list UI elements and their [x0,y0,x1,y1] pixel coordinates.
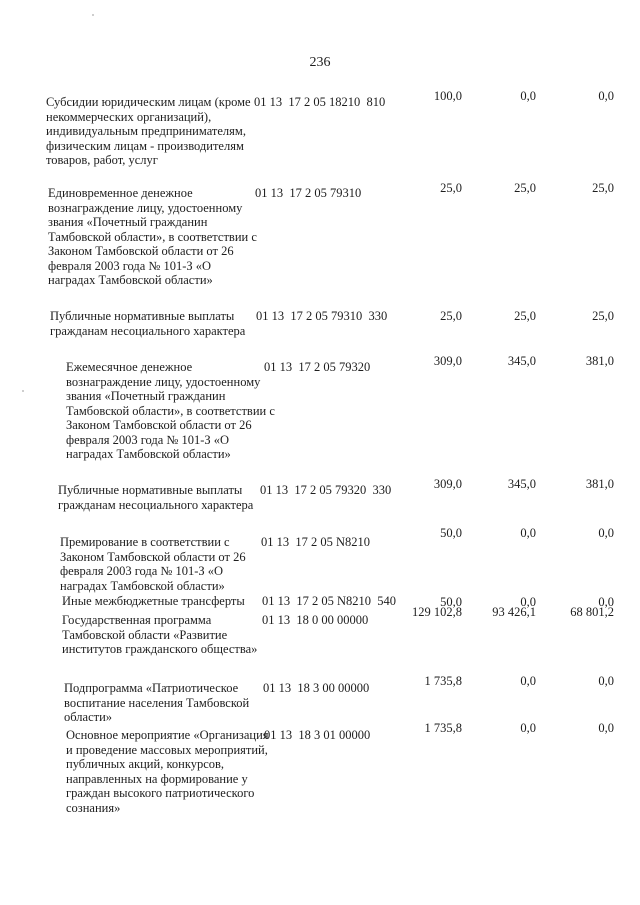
row-code: 01 13 17 2 05 79320 330 [260,483,392,497]
row-value-3: 0,0 [598,674,614,688]
row-code: 01 13 17 2 05 N8210 [261,535,371,549]
row-value-3: 25,0 [592,181,614,195]
row-value-1: 100,0 [433,89,462,103]
row-value-3: 0,0 [598,595,614,609]
row-value-3: 25,0 [592,309,614,323]
scan-mark [92,14,94,16]
row-value-1: 1 735,8 [424,721,462,735]
row-code: 01 13 17 2 05 18210 810 [254,95,386,109]
scan-mark [22,390,24,392]
row-description: Государственная программа Тамбовской области «Развитие институтов гражданского общества» [62,613,258,656]
row-description: Ежемесячное денежное вознаграждение лицу, удостоенному звания «Почетный гражданин Тамбовской области», в соответствии с Законом Тамбовской области от 26 февраля 2003 года № 101-З «О наградах Тамбовской области» [66,360,275,461]
row-description: Основное мероприятие «Организация и проведение массовых мероприятий, публичных акций, конкурсов, направленных на формирование у граждан высокого патриотического сознания» [66,728,269,815]
row-code: 01 13 17 2 05 79310 330 [256,309,388,323]
row-code: 01 13 17 2 05 79320 [264,360,371,374]
row-value-2: 25,0 [514,309,536,323]
row-value-1: 1 735,8 [424,674,462,688]
row-description: Иные межбюджетные трансферты [62,594,245,608]
row-value-3: 68 801,2 [570,605,614,619]
row-description: Премирование в соответствии с Законом Тамбовской области от 26 февраля 2003 года № 101-З «О наградах Тамбовской области» [60,535,246,593]
page-number: 236 [309,55,331,70]
row-description: Подпрограмма «Патриотическое воспитание населения Тамбовской области» [64,681,250,724]
row-code: 01 13 17 2 05 79310 [255,186,362,200]
row-value-1: 50,0 [440,526,462,540]
row-value-3: 0,0 [598,526,614,540]
row-value-2: 25,0 [514,181,536,195]
row-value-1: 50,0 [440,595,462,609]
row-value-2: 345,0 [507,354,536,368]
row-value-2: 0,0 [520,89,536,103]
row-value-3: 381,0 [585,477,614,491]
row-value-1: 309,0 [433,477,462,491]
row-value-2: 345,0 [507,477,536,491]
row-value-3: 0,0 [598,89,614,103]
row-value-3: 0,0 [598,721,614,735]
row-code: 01 13 18 0 00 00000 [262,613,369,627]
row-value-1: 25,0 [440,181,462,195]
row-value-2: 93 426,1 [492,605,536,619]
row-value-2: 0,0 [520,595,536,609]
row-value-2: 0,0 [520,526,536,540]
row-code: 01 13 18 3 00 00000 [263,681,370,695]
row-value-1: 129 102,8 [412,605,462,619]
row-description: Публичные нормативные выплаты гражданам несоциального характера [50,309,246,338]
row-description: Публичные нормативные выплаты гражданам несоциального характера [58,483,254,512]
row-code: 01 13 17 2 05 N8210 540 [262,594,397,608]
row-description: Единовременное денежное вознаграждение лицу, удостоенному звания «Почетный гражданин Тамбовской области», в соответствии с Законом Тамбовской области от 26 февраля 2003 года № 101-З «О наградах Тамбовской области» [48,186,257,287]
row-value-2: 0,0 [520,721,536,735]
row-value-1: 25,0 [440,309,462,323]
row-value-3: 381,0 [585,354,614,368]
row-description: Субсидии юридическим лицам (кроме некоммерческих организаций), индивидуальным предпринимателям, физическим лицам - производителям товаров, работ, услуг [46,95,251,167]
row-code: 01 13 18 3 01 00000 [264,728,371,742]
row-value-2: 0,0 [520,674,536,688]
row-value-1: 309,0 [433,354,462,368]
